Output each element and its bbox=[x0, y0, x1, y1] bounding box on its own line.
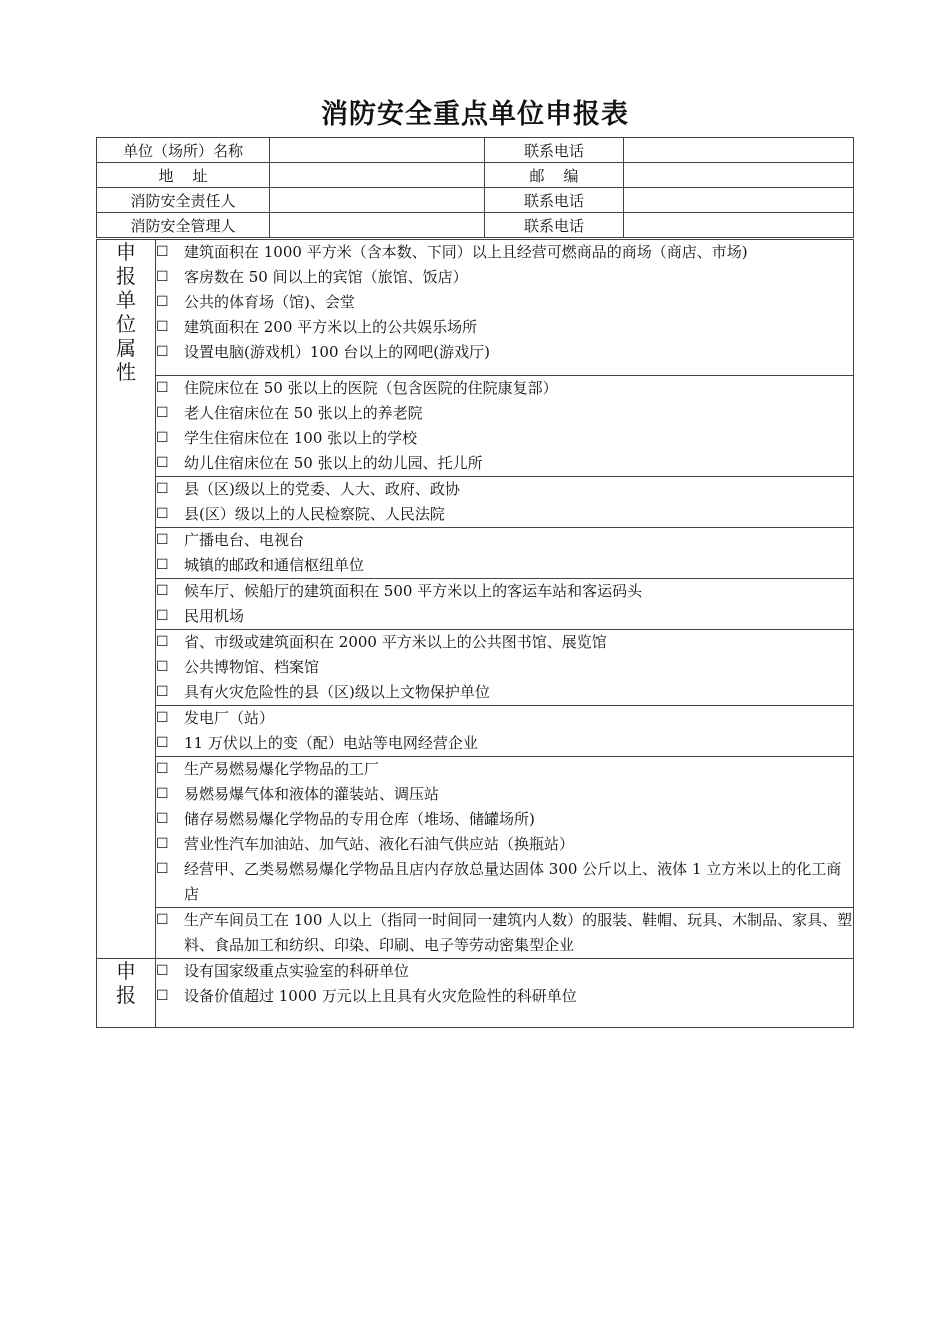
checkbox-label: 住院床位在 50 张以上的医院（包含医院的住院康复部） bbox=[184, 379, 558, 397]
checkbox-icon[interactable]: ☐ bbox=[156, 269, 169, 285]
section-label-char: 申 bbox=[116, 240, 136, 264]
checkbox-label: 公共的体育场（馆)、会堂 bbox=[184, 293, 355, 311]
checkbox-icon[interactable]: ☐ bbox=[156, 912, 169, 928]
checkbox-item bbox=[156, 832, 853, 857]
checkbox-label: 生产易燃易爆化学物品的工厂 bbox=[184, 760, 380, 778]
checkbox-item bbox=[156, 579, 853, 604]
checkbox-item bbox=[156, 265, 853, 290]
info-field-label: 联系电话 bbox=[485, 188, 624, 213]
checkbox-label: 设备价值超过 1000 万元以上且具有火灾危险性的科研单位 bbox=[184, 987, 577, 1005]
info-field-label: 联系电话 bbox=[485, 213, 624, 238]
checkbox-icon[interactable]: ☐ bbox=[156, 836, 169, 852]
checkbox-icon[interactable]: ☐ bbox=[156, 506, 169, 522]
attribute-group-row bbox=[97, 579, 854, 630]
attribute-group bbox=[156, 630, 854, 706]
section-label-char: 申 bbox=[116, 959, 136, 983]
attribute-group-row bbox=[97, 630, 854, 706]
checkbox-item bbox=[156, 630, 853, 655]
checkbox-label: 老人住宿床位在 50 张以上的养老院 bbox=[184, 404, 423, 422]
checkbox-icon[interactable]: ☐ bbox=[156, 344, 169, 360]
checkbox-icon[interactable]: ☐ bbox=[156, 811, 169, 827]
info-field-label: 联系电话 bbox=[485, 138, 624, 163]
checkbox-icon[interactable]: ☐ bbox=[156, 735, 169, 751]
checkbox-label: 设置电脑(游戏机）100 台以上的网吧(游戏厅) bbox=[184, 343, 490, 361]
checkbox-item bbox=[156, 731, 853, 756]
attribute-group-row bbox=[97, 959, 854, 1028]
checkbox-label: 营业性汽车加油站、加气站、液化石油气供应站（换瓶站） bbox=[184, 835, 575, 853]
checkbox-icon[interactable]: ☐ bbox=[156, 380, 169, 396]
checkbox-icon[interactable]: ☐ bbox=[156, 319, 169, 335]
checkbox-item bbox=[156, 604, 853, 629]
checkbox-icon[interactable]: ☐ bbox=[156, 430, 169, 446]
attribute-group bbox=[156, 706, 854, 757]
attribute-group bbox=[156, 528, 854, 579]
checkbox-label: 易燃易爆气体和液体的灌装站、调压站 bbox=[184, 785, 440, 803]
unit-info-table bbox=[96, 137, 854, 238]
info-label: 单位（场所）名称 bbox=[97, 138, 270, 163]
checkbox-item bbox=[156, 376, 853, 401]
section-label-char: 性 bbox=[116, 360, 136, 384]
checkbox-item bbox=[156, 502, 853, 527]
info-label: 消防安全管理人 bbox=[97, 213, 270, 238]
section-label-char: 位 bbox=[116, 312, 136, 336]
attribute-group-row bbox=[97, 908, 854, 959]
checkbox-item bbox=[156, 984, 853, 1009]
attribute-group bbox=[156, 959, 854, 1028]
attribute-group-row bbox=[97, 376, 854, 477]
checkbox-label: 设有国家级重点实验室的科研单位 bbox=[184, 962, 410, 980]
checkbox-item bbox=[156, 908, 853, 958]
section-label-char: 属 bbox=[116, 336, 136, 360]
page-title: 消防安全重点单位申报表 bbox=[321, 99, 629, 130]
checkbox-item bbox=[156, 528, 853, 553]
checkbox-icon[interactable]: ☐ bbox=[156, 532, 169, 548]
checkbox-label: 经营甲、乙类易燃易爆化学物品且店内存放总量达固体 300 公斤以上、液体 1 立方米以上的化工商店 bbox=[184, 860, 842, 903]
checkbox-label: 学生住宿床位在 100 张以上的学校 bbox=[184, 429, 418, 447]
checkbox-item bbox=[156, 782, 853, 807]
info-row bbox=[97, 213, 854, 238]
checkbox-label: 具有火灾危险性的县（区)级以上文物保护单位 bbox=[184, 683, 490, 701]
checkbox-item bbox=[156, 807, 853, 832]
checkbox-label: 幼儿住宿床位在 50 张以上的幼儿园、托儿所 bbox=[184, 454, 483, 472]
info-value-field[interactable] bbox=[270, 188, 485, 213]
unit-attribute-table bbox=[96, 239, 854, 1028]
checkbox-label: 公共博物馆、档案馆 bbox=[184, 658, 320, 676]
attribute-group-row bbox=[97, 477, 854, 528]
section-label-char: 报 bbox=[116, 983, 136, 1007]
checkbox-label: 县(区）级以上的人民检察院、人民法院 bbox=[184, 505, 445, 523]
checkbox-label: 县（区)级以上的党委、人大、政府、政协 bbox=[184, 480, 460, 498]
checkbox-label: 省、市级或建筑面积在 2000 平方米以上的公共图书馆、展览馆 bbox=[184, 633, 607, 651]
info-row bbox=[97, 163, 854, 188]
checkbox-item bbox=[156, 857, 853, 907]
section-label bbox=[97, 240, 156, 959]
attribute-group bbox=[156, 757, 854, 908]
checkbox-item bbox=[156, 451, 853, 476]
checkbox-label: 建筑面积在 200 平方米以上的公共娱乐场所 bbox=[184, 318, 478, 336]
checkbox-label: 生产车间员工在 100 人以上（指同一时间同一建筑内人数）的服装、鞋帽、玩具、木制品、家具、塑料、食品加工和纺织、印染、印刷、电子等劳动密集型企业 bbox=[184, 911, 853, 954]
section-label-char: 报 bbox=[116, 264, 136, 288]
attribute-group bbox=[156, 376, 854, 477]
section-label-char: 单 bbox=[116, 288, 136, 312]
info-value-field[interactable] bbox=[270, 213, 485, 238]
info-field-value[interactable] bbox=[624, 188, 854, 213]
info-row bbox=[97, 138, 854, 163]
checkbox-item bbox=[156, 426, 853, 451]
checkbox-icon[interactable]: ☐ bbox=[156, 659, 169, 675]
checkbox-icon[interactable]: ☐ bbox=[156, 684, 169, 700]
checkbox-item bbox=[156, 706, 853, 731]
info-field-value[interactable] bbox=[624, 213, 854, 238]
checkbox-item bbox=[156, 959, 853, 984]
checkbox-label: 建筑面积在 1000 平方米（含本数、下同）以上且经营可燃商品的商场（商店、市场) bbox=[184, 243, 748, 261]
checkbox-label: 城镇的邮政和通信枢纽单位 bbox=[184, 556, 365, 574]
checkbox-label: 11 万伏以上的变（配）电站等电网经营企业 bbox=[184, 734, 478, 752]
checkbox-label: 候车厅、候船厅的建筑面积在 500 平方米以上的客运车站和客运码头 bbox=[184, 582, 643, 600]
attribute-group-row bbox=[97, 757, 854, 908]
checkbox-icon[interactable]: ☐ bbox=[156, 634, 169, 650]
checkbox-icon[interactable]: ☐ bbox=[156, 710, 169, 726]
checkbox-icon[interactable]: ☐ bbox=[156, 557, 169, 573]
checkbox-item bbox=[156, 240, 853, 265]
checkbox-label: 客房数在 50 间以上的宾馆（旅馆、饭店） bbox=[184, 268, 468, 286]
checkbox-icon[interactable]: ☐ bbox=[156, 455, 169, 471]
info-value-field[interactable] bbox=[270, 138, 485, 163]
checkbox-icon[interactable]: ☐ bbox=[156, 963, 169, 979]
info-row bbox=[97, 188, 854, 213]
checkbox-item bbox=[156, 477, 853, 502]
checkbox-item bbox=[156, 340, 853, 365]
checkbox-icon[interactable]: ☐ bbox=[156, 608, 169, 624]
info-value-field[interactable] bbox=[270, 163, 485, 188]
checkbox-label: 储存易燃易爆化学物品的专用仓库（堆场、储罐场所) bbox=[184, 810, 535, 828]
info-label: 消防安全责任人 bbox=[97, 188, 270, 213]
checkbox-label: 发电厂（站） bbox=[184, 709, 275, 727]
attribute-group bbox=[156, 579, 854, 630]
checkbox-item bbox=[156, 315, 853, 340]
attribute-group bbox=[156, 908, 854, 959]
checkbox-icon[interactable]: ☐ bbox=[156, 405, 169, 421]
checkbox-icon[interactable]: ☐ bbox=[156, 988, 169, 1004]
checkbox-label: 广播电台、电视台 bbox=[184, 531, 305, 549]
checkbox-icon[interactable]: ☐ bbox=[156, 583, 169, 599]
checkbox-icon[interactable]: ☐ bbox=[156, 786, 169, 802]
info-label: 地 址 bbox=[97, 163, 270, 188]
checkbox-label: 民用机场 bbox=[184, 607, 245, 625]
checkbox-item bbox=[156, 553, 853, 578]
checkbox-icon[interactable]: ☐ bbox=[156, 294, 169, 310]
checkbox-icon[interactable]: ☐ bbox=[156, 244, 169, 260]
attribute-group-row bbox=[97, 528, 854, 579]
info-field-label: 邮 编 bbox=[485, 163, 624, 188]
checkbox-item bbox=[156, 680, 853, 705]
attribute-group-row bbox=[97, 240, 854, 376]
attribute-group bbox=[156, 240, 854, 376]
checkbox-item bbox=[156, 401, 853, 426]
checkbox-item bbox=[156, 655, 853, 680]
attribute-group-row bbox=[97, 706, 854, 757]
info-field-value[interactable] bbox=[624, 138, 854, 163]
checkbox-icon[interactable]: ☐ bbox=[156, 761, 169, 777]
checkbox-icon[interactable]: ☐ bbox=[156, 861, 169, 877]
section-label bbox=[97, 959, 156, 1028]
checkbox-item bbox=[156, 757, 853, 782]
info-field-value[interactable] bbox=[624, 163, 854, 188]
checkbox-icon[interactable]: ☐ bbox=[156, 481, 169, 497]
attribute-group bbox=[156, 477, 854, 528]
checkbox-item bbox=[156, 290, 853, 315]
